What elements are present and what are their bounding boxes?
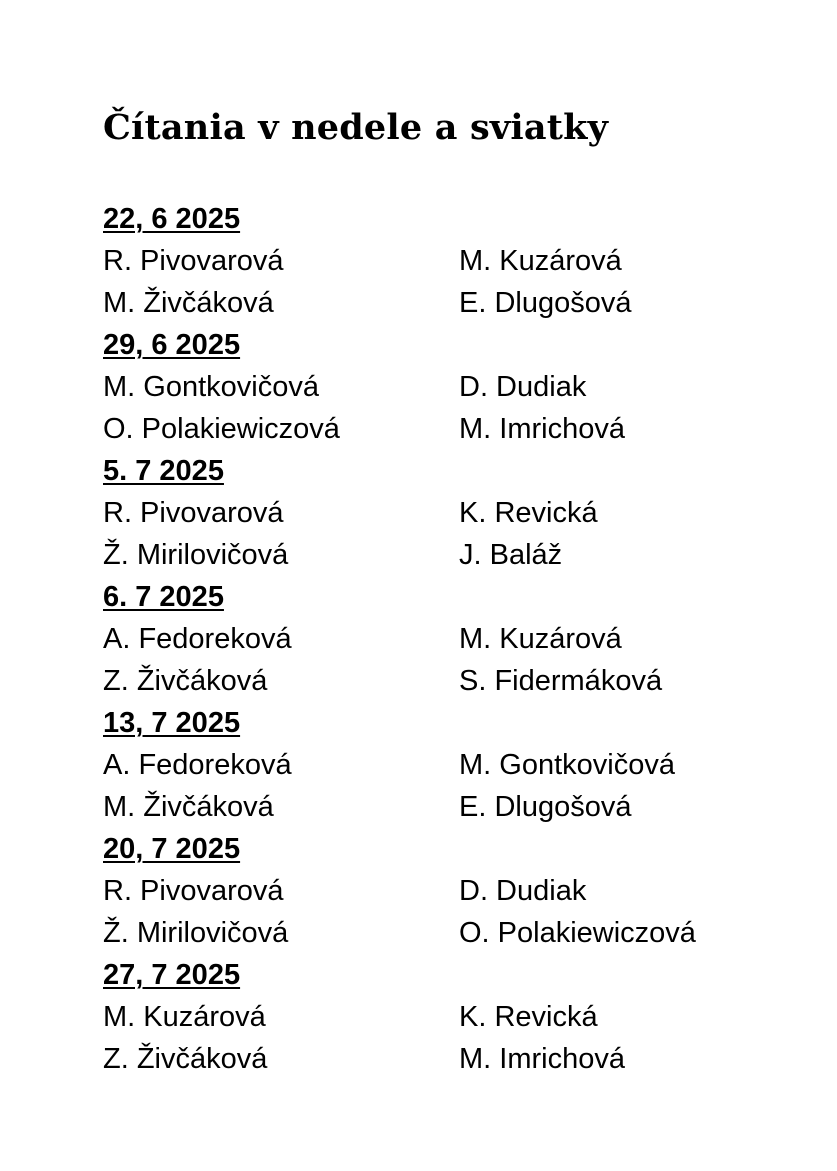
entry-date: 5. 7 2025 xyxy=(103,455,224,487)
reader-name-right: M. Imrichová xyxy=(459,413,625,445)
reader-name-left: Ž. Mirilovičová xyxy=(103,917,289,949)
reader-row xyxy=(103,240,803,282)
reader-name-right: S. Fidermáková xyxy=(459,665,663,697)
reader-name-left: M. Kuzárová xyxy=(103,1001,266,1033)
reader-name-right: M. Imrichová xyxy=(459,1043,625,1075)
reader-row xyxy=(103,660,803,702)
schedule-entry xyxy=(103,954,803,1080)
entry-date: 29, 6 2025 xyxy=(103,329,241,361)
reader-row xyxy=(103,996,803,1038)
reader-name-left: A. Fedoreková xyxy=(103,623,292,655)
reader-row xyxy=(103,282,803,324)
schedule-entry xyxy=(103,450,803,576)
reader-row xyxy=(103,912,803,954)
reader-name-right: D. Dudiak xyxy=(459,371,587,403)
reader-row xyxy=(103,618,803,660)
reader-name-left: M. Živčáková xyxy=(103,791,274,823)
reader-name-left: Ž. Mirilovičová xyxy=(103,539,289,571)
reader-name-right: M. Kuzárová xyxy=(459,623,622,655)
schedule-entry xyxy=(103,828,803,954)
schedule-entry xyxy=(103,576,803,702)
entry-date: 22, 6 2025 xyxy=(103,203,241,235)
entry-date: 27, 7 2025 xyxy=(103,959,241,991)
reader-name-left: Z. Živčáková xyxy=(103,665,268,697)
reader-name-left: Z. Živčáková xyxy=(103,1043,268,1075)
reader-name-right: J. Baláž xyxy=(459,539,563,571)
reading-schedule xyxy=(103,198,803,1080)
reader-name-right: O. Polakiewiczová xyxy=(459,917,696,949)
reader-row xyxy=(103,408,803,450)
reader-name-left: R. Pivovarová xyxy=(103,497,284,529)
reader-name-left: M. Živčáková xyxy=(103,287,274,319)
reader-name-right: E. Dlugošová xyxy=(459,791,632,823)
reader-name-left: R. Pivovarová xyxy=(103,245,284,277)
reader-row xyxy=(103,786,803,828)
reader-row xyxy=(103,1038,803,1080)
reader-name-right: K. Revická xyxy=(459,497,598,529)
page-title: Čítania v nedele a sviatky xyxy=(103,107,609,148)
reader-row xyxy=(103,492,803,534)
reader-row xyxy=(103,744,803,786)
reader-name-left: M. Gontkovičová xyxy=(103,371,319,403)
reader-name-right: D. Dudiak xyxy=(459,875,587,907)
entry-date: 6. 7 2025 xyxy=(103,581,224,613)
reader-row xyxy=(103,534,803,576)
reader-name-right: K. Revická xyxy=(459,1001,598,1033)
reader-row xyxy=(103,870,803,912)
reader-name-left: R. Pivovarová xyxy=(103,875,284,907)
schedule-entry xyxy=(103,702,803,828)
reader-name-left: O. Polakiewiczová xyxy=(103,413,340,445)
schedule-entry xyxy=(103,198,803,324)
reader-name-right: M. Kuzárová xyxy=(459,245,622,277)
reader-name-right: M. Gontkovičová xyxy=(459,749,675,781)
reader-row xyxy=(103,366,803,408)
reader-name-right: E. Dlugošová xyxy=(459,287,632,319)
reader-name-left: A. Fedoreková xyxy=(103,749,292,781)
entry-date: 20, 7 2025 xyxy=(103,833,241,865)
schedule-entry xyxy=(103,324,803,450)
entry-date: 13, 7 2025 xyxy=(103,707,241,739)
